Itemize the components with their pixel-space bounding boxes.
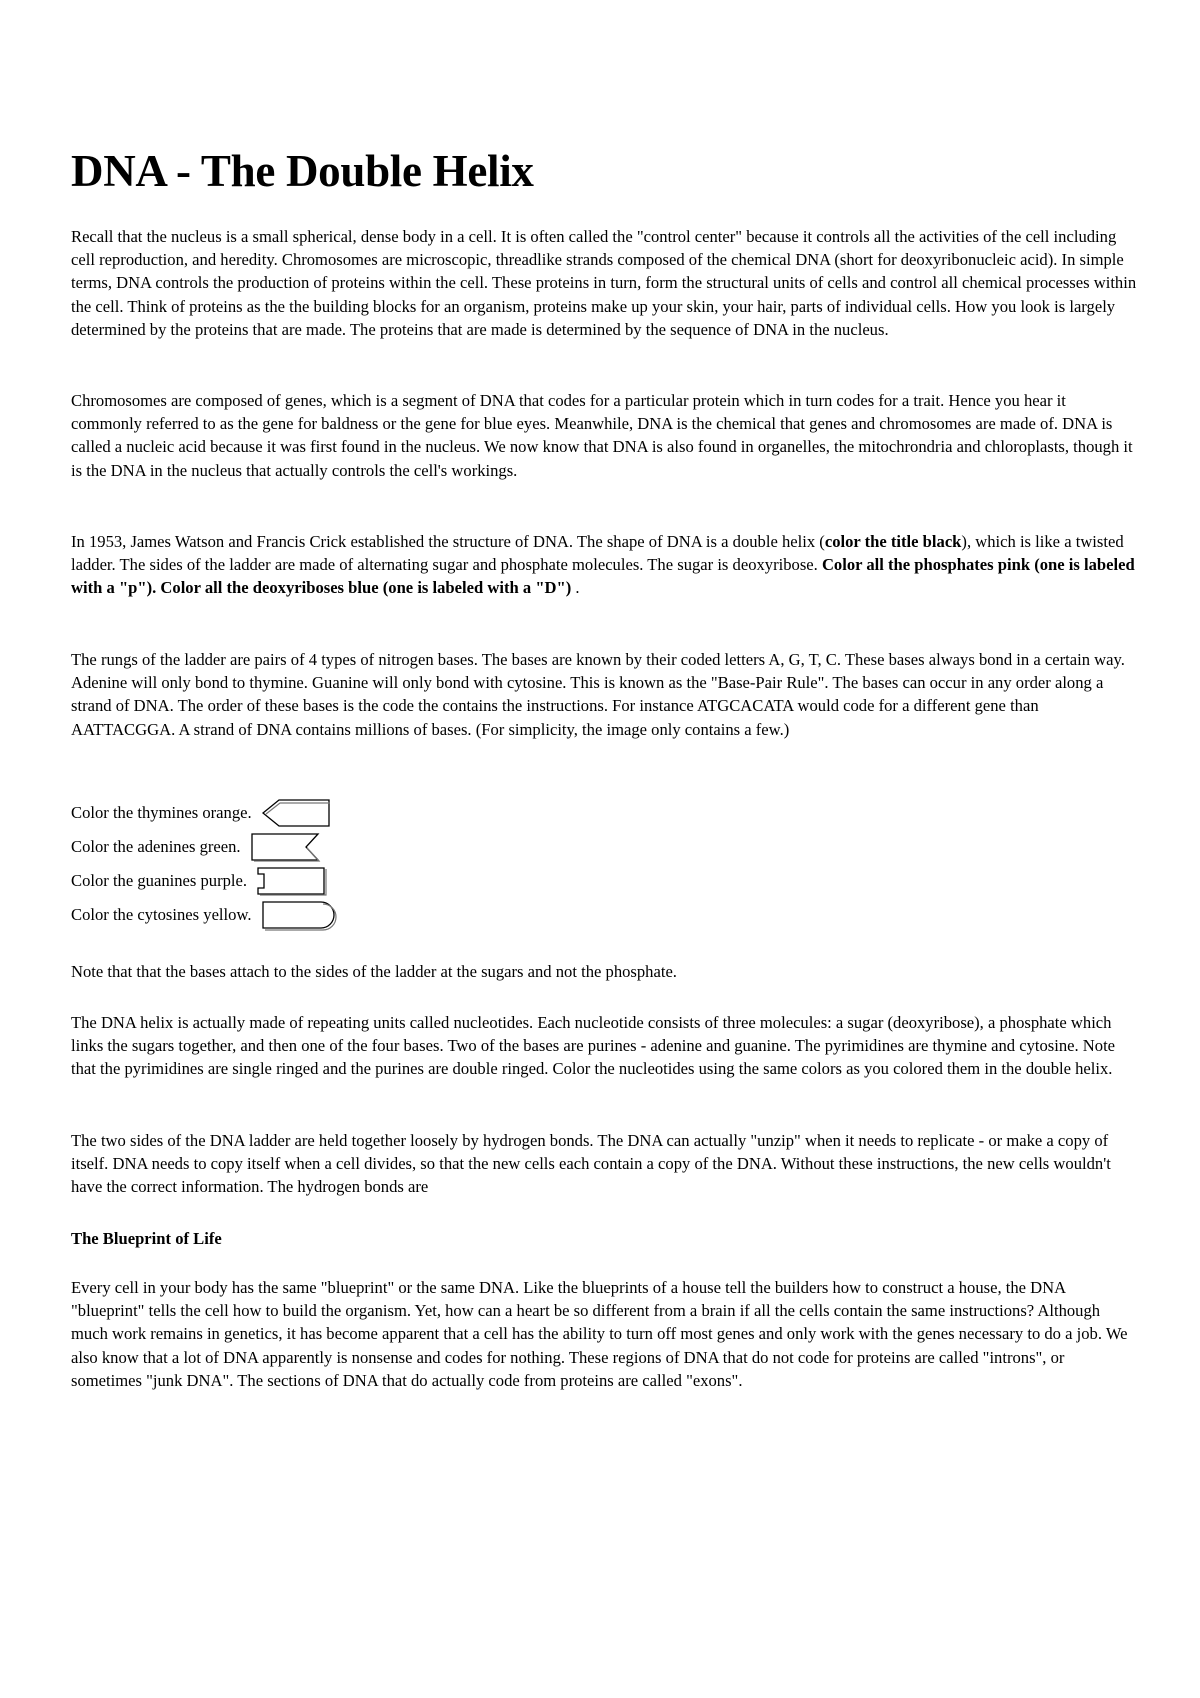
hydrogen-bonds-paragraph: The two sides of the DNA ladder are held together loosely by hydrogen bonds. The DNA can actually "unzip" when it needs to replicate - or make a copy of itself. DNA needs to copy itself when a cell divides, so that the new cells each contain a copy of the DNA. Without these instructions, the new cells wouldn't have the correct information. The hydrogen bonds are: [71, 1131, 1111, 1197]
guanine-key-label: Color the guanines purple.: [71, 871, 248, 891]
sugar-phosphate-color-instruction: Color all the phosphates pink (one is labeled with a "p"). Color all the deoxyriboses blue (one is labeled with a "D"): [71, 555, 1135, 598]
intro-paragraph: Recall that the nucleus is a small spherical, dense body in a cell. It is often called the "control center" because it controls all the activities of the cell including cell reproduction, and heredity. Chromosomes are microscopic, threadlike strands composed of the chemical DNA (short for deoxyribonucleic acid). In simple terms, DNA controls the production of proteins within the cell. These proteins in turn, form the structural units of cells and control all chemical processes within the cell. Think of proteins as the the building blocks for an organism, proteins make up your skin, your hair, parts of individual cells. How you look is largely determined by the proteins that are made. The proteins that are made is determined by the sequence of DNA in the nucleus.: [71, 227, 1137, 339]
bases-paragraph: The rungs of the ladder are pairs of 4 types of nitrogen bases. The bases are known by their coded letters A, G, T, C. These bases always bond in a certain way. Adenine will only bond to thymine. Guanine will only bond with cytosine. This is known as the "Base-Pair Rule". The bases can occur in any order along a strand of DNA. The order of these bases is the code the contains the instructions. For instance ATGCACATA would code for a different gene than AATTACGGA. A strand of DNA contains millions of bases. (For simplicity, the image only contains a few.): [71, 650, 1125, 739]
thymine-key-label: Color the thymines orange.: [71, 803, 252, 823]
nucleotides-paragraph: The DNA helix is actually made of repeating units called nucleotides. Each nucleotide consists of three molecules: a sugar (deoxyribose), a phosphate which links the sugars together, and then one of the four bases. Two of the bases are purines - adenine and guanine. The pyrimidines are thymine and cytosine. Note that the pyrimidines are single ringed and the purines are double ringed. Color the nucleotides using the same colors as you colored them in the double helix.: [71, 1013, 1116, 1079]
structure-text-3: .: [571, 578, 580, 598]
page-title: DNA - The Double Helix: [71, 146, 534, 196]
attachment-note: Note that that the bases attach to the sides of the ladder at the sugars and not the phosphate.: [71, 962, 677, 981]
cytosine-key-row: [71, 897, 339, 931]
structure-text-2: ), which is like a twisted ladder. The sides of the ladder are made of alternating sugar and phosphate molecules. The sugar is deoxyribose.: [71, 532, 1124, 575]
thymine-shape-icon: [259, 796, 335, 830]
structure-text-1: In 1953, James Watson and Francis Crick established the structure of DNA. The shape of DNA is a double helix (: [71, 532, 825, 551]
adenine-key-row: [71, 829, 324, 863]
adenine-shape-icon: [248, 830, 324, 864]
title-color-instruction: color the title black: [824, 532, 962, 551]
adenine-key-label: Color the adenines green.: [71, 837, 241, 857]
guanine-shape-icon: [254, 864, 330, 898]
genes-paragraph: Chromosomes are composed of genes, which is a segment of DNA that codes for a particular protein which in turn codes for a trait. Hence you hear it commonly referred to as the gene for baldness or the gene for blue eyes. Meanwhile, DNA is the chemical that genes and chromosomes are made of. DNA is called a nucleic acid because it was first found in the nucleus. We now know that DNA is also found in organelles, the mitochrondria and chloroplasts, though it is the DNA in the nucleus that actually controls the cell's workings.: [71, 391, 1133, 480]
thymine-key-row: [71, 795, 335, 829]
guanine-key-row: [71, 863, 330, 897]
cytosine-shape-icon: [259, 898, 339, 932]
blueprint-heading: The Blueprint of Life: [71, 1229, 222, 1248]
structure-paragraph: [71, 530, 1139, 600]
blueprint-paragraph: Every cell in your body has the same "blueprint" or the same DNA. Like the blueprints of a house tell the builders how to construct a house, the DNA "blueprint" tells the cell how to build the organism. Yet, how can a heart be so different from a brain if all the cells contain the same instructions? Although much work remains in genetics, it has become apparent that a cell has the ability to turn off most genes and only work with the genes necessary to do a job. We also know that a lot of DNA apparently is nonsense and codes for nothing. These regions of DNA that do not code for proteins are called "introns", or sometimes "junk DNA". The sections of DNA that do actually code from proteins are called "exons".: [71, 1278, 1128, 1390]
cytosine-key-label: Color the cytosines yellow.: [71, 905, 252, 925]
